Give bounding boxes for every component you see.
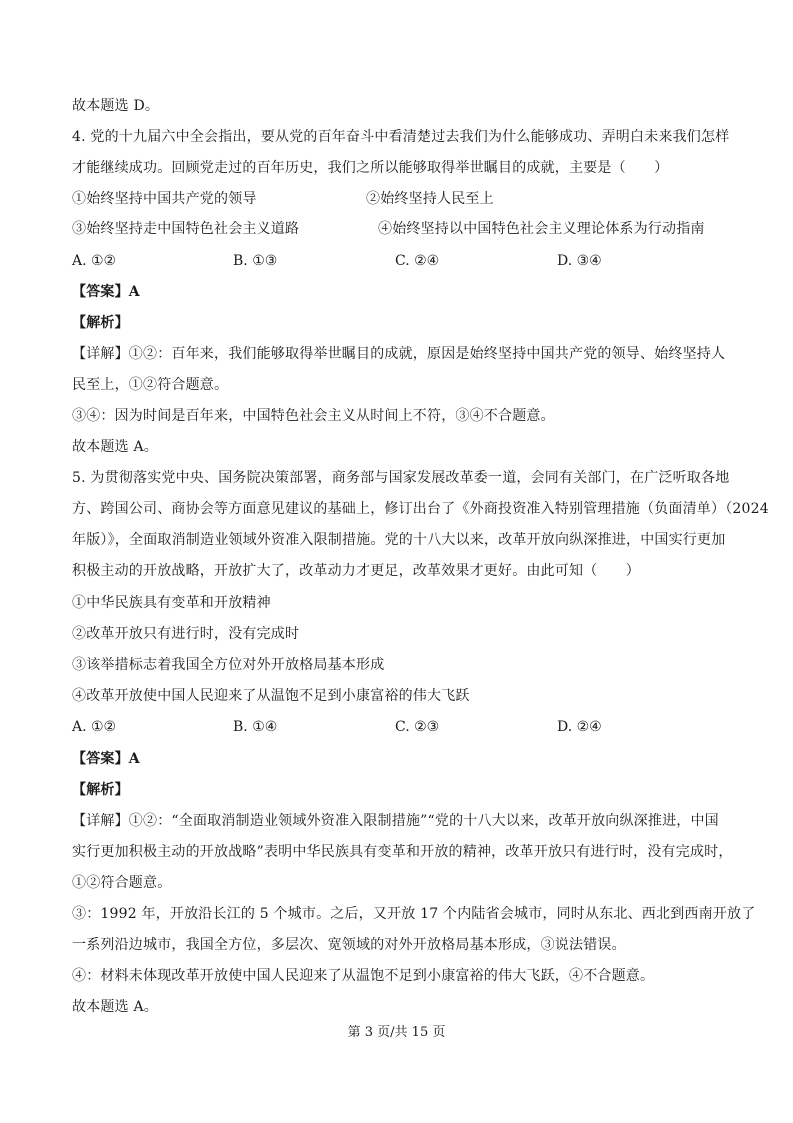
q5-stem-line-2: 方、跨国公司、商协会等方面意见建议的基础上，修订出台了《外商投资准入特别管理措施（负面清单）（2024: [72, 501, 769, 517]
page-number-footer: 第 3 页/共 15 页: [347, 1025, 446, 1040]
q4-conclusion: 故本题选 A。: [72, 439, 158, 455]
q5-explanation-line-6: ④：材料未体现改革开放使中国人民迎来了从温饱不足到小康富裕的伟大飞跃，④不合题意。: [72, 968, 655, 984]
q4-stem-line-2: 才能继续成功。回顾党走过的百年历史，我们之所以能够取得举世瞩目的成就，主要是（ ）: [72, 160, 669, 176]
q4-statement-1: ①始终坚持中国共产党的领导: [72, 191, 257, 207]
q5-option-c: C. ②③: [395, 719, 440, 735]
q5-analysis-heading: 【解析】: [72, 782, 129, 798]
q4-option-c: C. ②④: [395, 253, 440, 269]
q4-option-a: A. ①②: [72, 253, 117, 269]
q5-statement-3: ③该举措标志着我国全方位对外开放格局基本形成: [72, 657, 385, 673]
q4-statement-4: ④始终坚持以中国特色社会主义理论体系为行动指南: [378, 221, 705, 237]
q4-statement-3: ③始终坚持走中国特色社会主义道路: [72, 221, 300, 237]
q5-explanation-line-5: 一系列沿边城市，我国全方位，多层次、宽领域的对外开放格局基本形成，③说法错误。: [72, 937, 626, 953]
q4-explanation-line-1: 【详解】①②：百年来，我们能够取得举世瞩目的成就，原因是始终坚持中国共产党的领导、始终坚持人: [72, 346, 726, 362]
q3-conclusion: 故本题选 D。: [72, 98, 160, 114]
q4-analysis-heading: 【解析】: [72, 315, 129, 331]
q5-statement-2: ②改革开放只有进行时，没有完成时: [72, 626, 300, 642]
q5-statement-4: ④改革开放使中国人民迎来了从温饱不足到小康富裕的伟大飞跃: [72, 688, 470, 704]
q5-explanation-line-1: 【详解】①②：“全面取消制造业领域外资准入限制措施”“党的十八大以来，改革开放向纵深推进，中国: [72, 813, 719, 829]
q5-statement-1: ①中华民族具有变革和开放精神: [72, 595, 271, 611]
q5-answer: 【答案】A: [72, 751, 140, 767]
q5-option-d: D. ②④: [557, 719, 602, 735]
q5-stem-line-4: 积极主动的开放战略，开放扩大了，改革动力才更足，改革效果才更好。由此可知（ ）: [72, 563, 640, 579]
q5-conclusion: 故本题选 A。: [72, 999, 158, 1015]
q4-explanation-line-3: ③④：因为时间是百年来，中国特色社会主义从时间上不符，③④不合题意。: [72, 408, 555, 424]
q5-stem-line-3: 年版）》，全面取消制造业领域外资准入限制措施。党的十八大以来，改革开放向纵深推进，中国实行更加: [72, 532, 726, 548]
q5-explanation-line-4: ③：1992 年，开放沿长江的 5 个城市。之后，又开放 17 个内陆省会城市，同时从东北、西北到西南开放了: [72, 906, 756, 922]
q4-option-b: B. ①③: [233, 253, 278, 269]
q5-option-b: B. ①④: [233, 719, 278, 735]
q5-option-a: A. ①②: [72, 719, 117, 735]
q4-answer: 【答案】A: [72, 284, 140, 300]
q4-option-d: D. ③④: [557, 253, 602, 269]
q4-stem-line-1: 4. 党的十九届六中全会指出，要从党的百年奋斗中看清楚过去我们为什么能够成功、弄明白未来我们怎样: [72, 129, 730, 145]
q5-explanation-line-2: 实行更加积极主动的开放战略”表明中华民族具有变革和开放的精神，改革开放只有进行时，没有完成时，: [72, 844, 733, 860]
q5-explanation-line-3: ①②符合题意。: [72, 875, 172, 891]
q4-explanation-line-2: 民至上，①②符合题意。: [72, 377, 229, 393]
q5-stem-line-1: 5. 为贯彻落实党中央、国务院决策部署，商务部与国家发展改革委一道，会同有关部门，在广泛听取各地: [72, 470, 730, 486]
q4-statement-2: ②始终坚持人民至上: [366, 191, 494, 207]
